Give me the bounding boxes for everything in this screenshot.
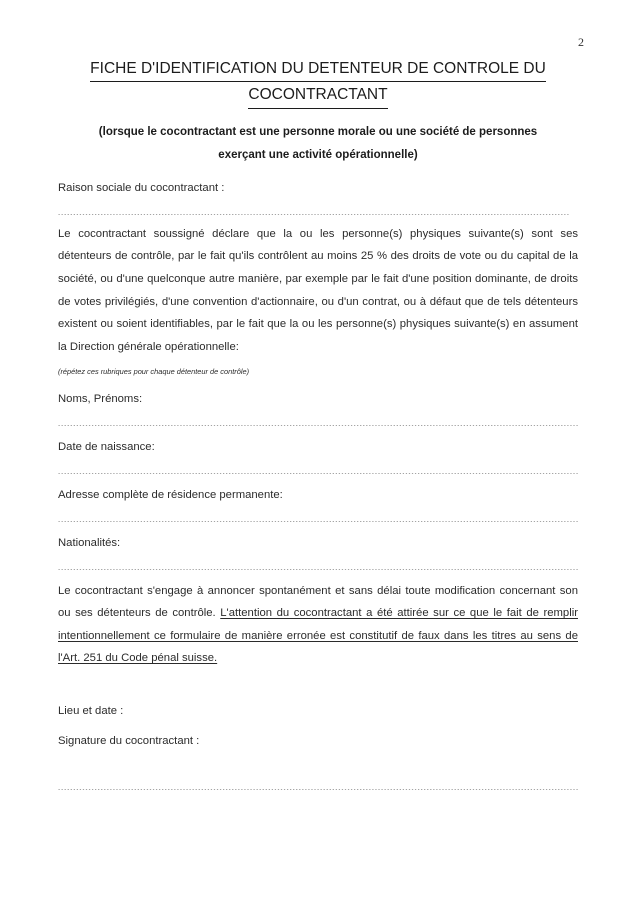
- label-raison-sociale: Raison sociale du cocontractant :: [58, 181, 225, 194]
- paragraph-engagement-underlined: L'attention du cocontractant a été attirée sur ce que le fait de remplir intentionnellement ce formulaire de manière erronée est constitutif de faux dans les titres au sens de l'Art. 251 du Code pénal suisse.: [58, 607, 578, 665]
- page-title: [58, 58, 578, 109]
- paragraph-declaration: Le cocontractant soussigné déclare que la ou les personne(s) physiques suivante(s) sont ses détenteurs de contrôle, par le fait qu'ils contrôlent au moins 25 % des droits de vote ou du capital de la société, ou d'une quelconque autre manière, par exemple par le fait d'une position dominante, de droits de votes privilégiés, d'une convention d'actionnaire, ou d'un contrat, ou à défaut que de tels détenteurs existent ou soient identifiables, par le fait que la ou les personne(s) physiques suivante(s) en assument la Direction générale opérationnelle:: [58, 227, 578, 353]
- input-line-nationalites[interactable]: [58, 558, 578, 570]
- document-subtitle: [58, 121, 578, 167]
- input-line-noms-prenoms[interactable]: [58, 414, 578, 426]
- input-line-date-naissance[interactable]: [58, 462, 578, 474]
- input-line-raison-sociale[interactable]: [58, 203, 570, 215]
- label-lieu-et-date: Lieu et date :: [58, 704, 124, 717]
- document-subtitle-line-1: (lorsque le cocontractant est une personne morale ou une société de personnes: [98, 125, 538, 138]
- input-line-adresse-residence[interactable]: [58, 510, 578, 522]
- page-number: 2: [578, 35, 584, 49]
- page-title-line-2: COCONTRACTANT: [248, 84, 387, 108]
- spacer-before-signature: [58, 670, 578, 690]
- document-content: [58, 58, 578, 790]
- label-signature: Signature du cocontractant :: [58, 734, 200, 747]
- paragraph-engagement-plain: Le cocontractant s'engage à annoncer spontanément et sans délai toute modification concernant son ou ses détenteurs de contrôle.: [58, 584, 578, 620]
- input-line-signature[interactable]: [58, 778, 578, 790]
- paragraph-engagement: [58, 580, 578, 670]
- page-title-line-1: FICHE D'IDENTIFICATION DU DETENTEUR DE CONTROLE DU: [90, 58, 546, 82]
- note-repeat-sections: (répétez ces rubriques pour chaque détenteur de contrôle): [58, 367, 250, 377]
- label-date-naissance: Date de naissance:: [58, 440, 155, 453]
- label-adresse-residence: Adresse complète de résidence permanente:: [58, 488, 283, 501]
- label-nationalites: Nationalités:: [58, 536, 121, 549]
- spacer-signature-area: [58, 750, 578, 772]
- input-line-lieu-et-date[interactable]: [126, 704, 426, 714]
- document-subtitle-line-2: exerçant une activité opérationnelle): [218, 148, 418, 161]
- label-noms-prenoms: Noms, Prénoms:: [58, 392, 143, 405]
- field-lieu-et-date: [58, 703, 578, 720]
